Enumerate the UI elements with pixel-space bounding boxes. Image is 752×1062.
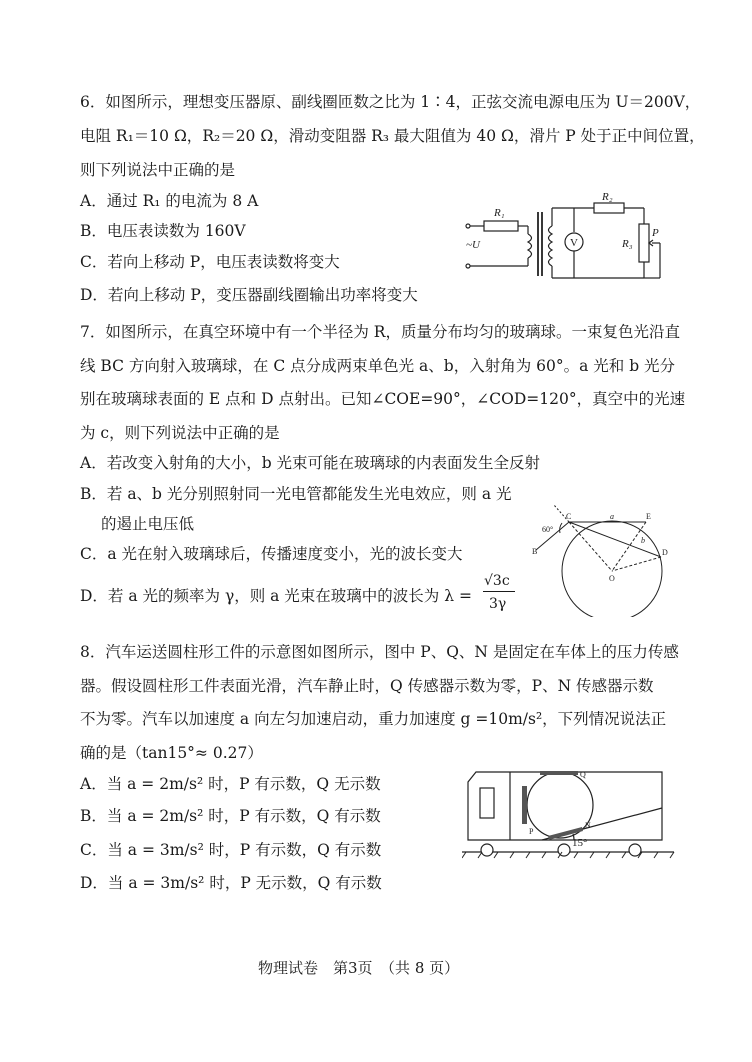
q7-option-b-cont: 的遏止电压低 [101,515,195,533]
label-r3: R₃ [622,238,633,250]
label-incline-angle: 15° [572,837,588,849]
label-p: P [652,227,659,239]
q6-option-a: A．通过 R₁ 的电流为 8 A [80,192,259,210]
label-sensor-p: P [529,827,534,836]
label-voltmeter-v: V [570,237,578,249]
label-incidence-angle: 60° [542,525,554,534]
q6-option-b: B．电压表读数为 160V [80,222,246,240]
sensor-p [522,786,527,824]
q6-stem-line-3: 则下列说法中正确的是 [80,161,236,179]
q6-option-c: C．若向上移动 P，电压表读数将变大 [80,253,340,271]
page-footer: 物理试卷 第3页 （共 8 页） [258,959,460,977]
q7-option-d: D．若 a 光的频率为 γ，则 a 光束在玻璃中的波长为 λ = [80,587,472,605]
ray-b [569,522,661,557]
q7-stem-line-4: 为 c，则下列说法中正确的是 [80,424,280,442]
q8-option-a: A．当 a = 2m/s² 时，P 有示数，Q 无示数 [80,775,381,793]
wheel-front [481,844,493,856]
cylinder-workpiece [527,772,593,838]
label-r2: R₂ [602,191,613,203]
q6-stem-line-1: 6．如图所示，理想变压器原、副线圈匝数之比为 1∶4，正弦交流电源电压为 U＝200V， [80,93,701,111]
label-sensor-q: Q [580,770,586,779]
truck-window [480,788,494,818]
label-point-e: E [646,512,651,521]
q7-option-c: C．a 光在射入玻璃球后，传播速度变小，光的波长变大 [80,545,463,563]
sensor-q [540,771,578,775]
label-sensor-n: N [585,821,591,830]
label-r1: R₁ [494,207,505,219]
q8-stem-line-3: 不为零。汽车以加速度 a 向左匀加速启动，重力加速度 g =10m/s²，下列情况说法正 [80,710,667,728]
glass-sphere [562,521,662,617]
label-center-o: O [609,574,615,583]
q7-glass-sphere-diagram [530,505,670,617]
q7-formula-denominator: 3γ [489,596,507,612]
label-ray-b: b [641,536,645,545]
r1-resistor [484,221,518,231]
label-point-b: B [532,547,538,556]
q7-option-b: B．若 a、b 光分别照射同一光电管都能发生光电效应，则 a 光 [80,485,512,503]
primary-coil [528,234,532,258]
q8-option-b: B．当 a = 2m/s² 时，P 有示数，Q 有示数 [80,807,381,825]
q6-stem-line-2: 电阻 R₁＝10 Ω，R₂＝20 Ω，滑动变阻器 R₃ 最大阻值为 40 Ω，滑片 P 处于正中间位置， [80,127,705,145]
q8-option-d: D．当 a = 3m/s² 时，P 无示数，Q 有示数 [80,874,382,892]
q7-formula-fraction-bar [483,591,515,592]
q6-option-d: D．若向上移动 P，变压器副线圈输出功率将变大 [80,286,418,304]
r2-resistor [594,203,624,213]
label-point-d: D [662,548,668,557]
q8-option-c: C．当 a = 3m/s² 时，P 有示数，Q 有示数 [80,841,382,859]
r3-rheostat [639,224,649,262]
q8-stem-line-1: 8．汽车运送圆柱形工件的示意图如图所示，图中 P、Q、N 是固定在车体上的压力传感 [80,643,679,661]
wheel-rear [629,844,641,856]
q8-truck-diagram [462,762,677,872]
q7-stem-line-3: 别在玻璃球表面的 E 点和 D 点射出。已知∠COE=90°，∠COD=120°，真空中的光速 [80,390,686,408]
label-point-c: C [566,512,572,521]
label-ray-a: a [610,512,614,521]
q6-circuit-diagram [462,190,672,285]
q7-stem-line-1: 7．如图所示，在真空环境中有一个半径为 R，质量分布均匀的玻璃球。一束复色光沿直 [80,323,680,341]
q8-stem-line-4: 确的是（tan15°≈ 0.27） [80,744,263,762]
secondary-coil [549,226,553,266]
truck-body [468,772,662,840]
q8-stem-line-2: 器。假设圆柱形工件表面光滑，汽车静止时，Q 传感器示数为零，P、N 传感器示数 [80,677,654,695]
q7-option-a: A．若改变入射角的大小，b 光束可能在玻璃球的内表面发生全反射 [80,454,541,472]
q7-stem-line-2: 线 BC 方向射入玻璃球，在 C 点分成两束单色光 a、b，入射角为 60°。a 光和 b 光分 [80,357,676,375]
label-source-u: ~U [466,239,480,251]
wheel-middle [558,844,570,856]
q7-formula-numerator: √3c [484,573,510,589]
